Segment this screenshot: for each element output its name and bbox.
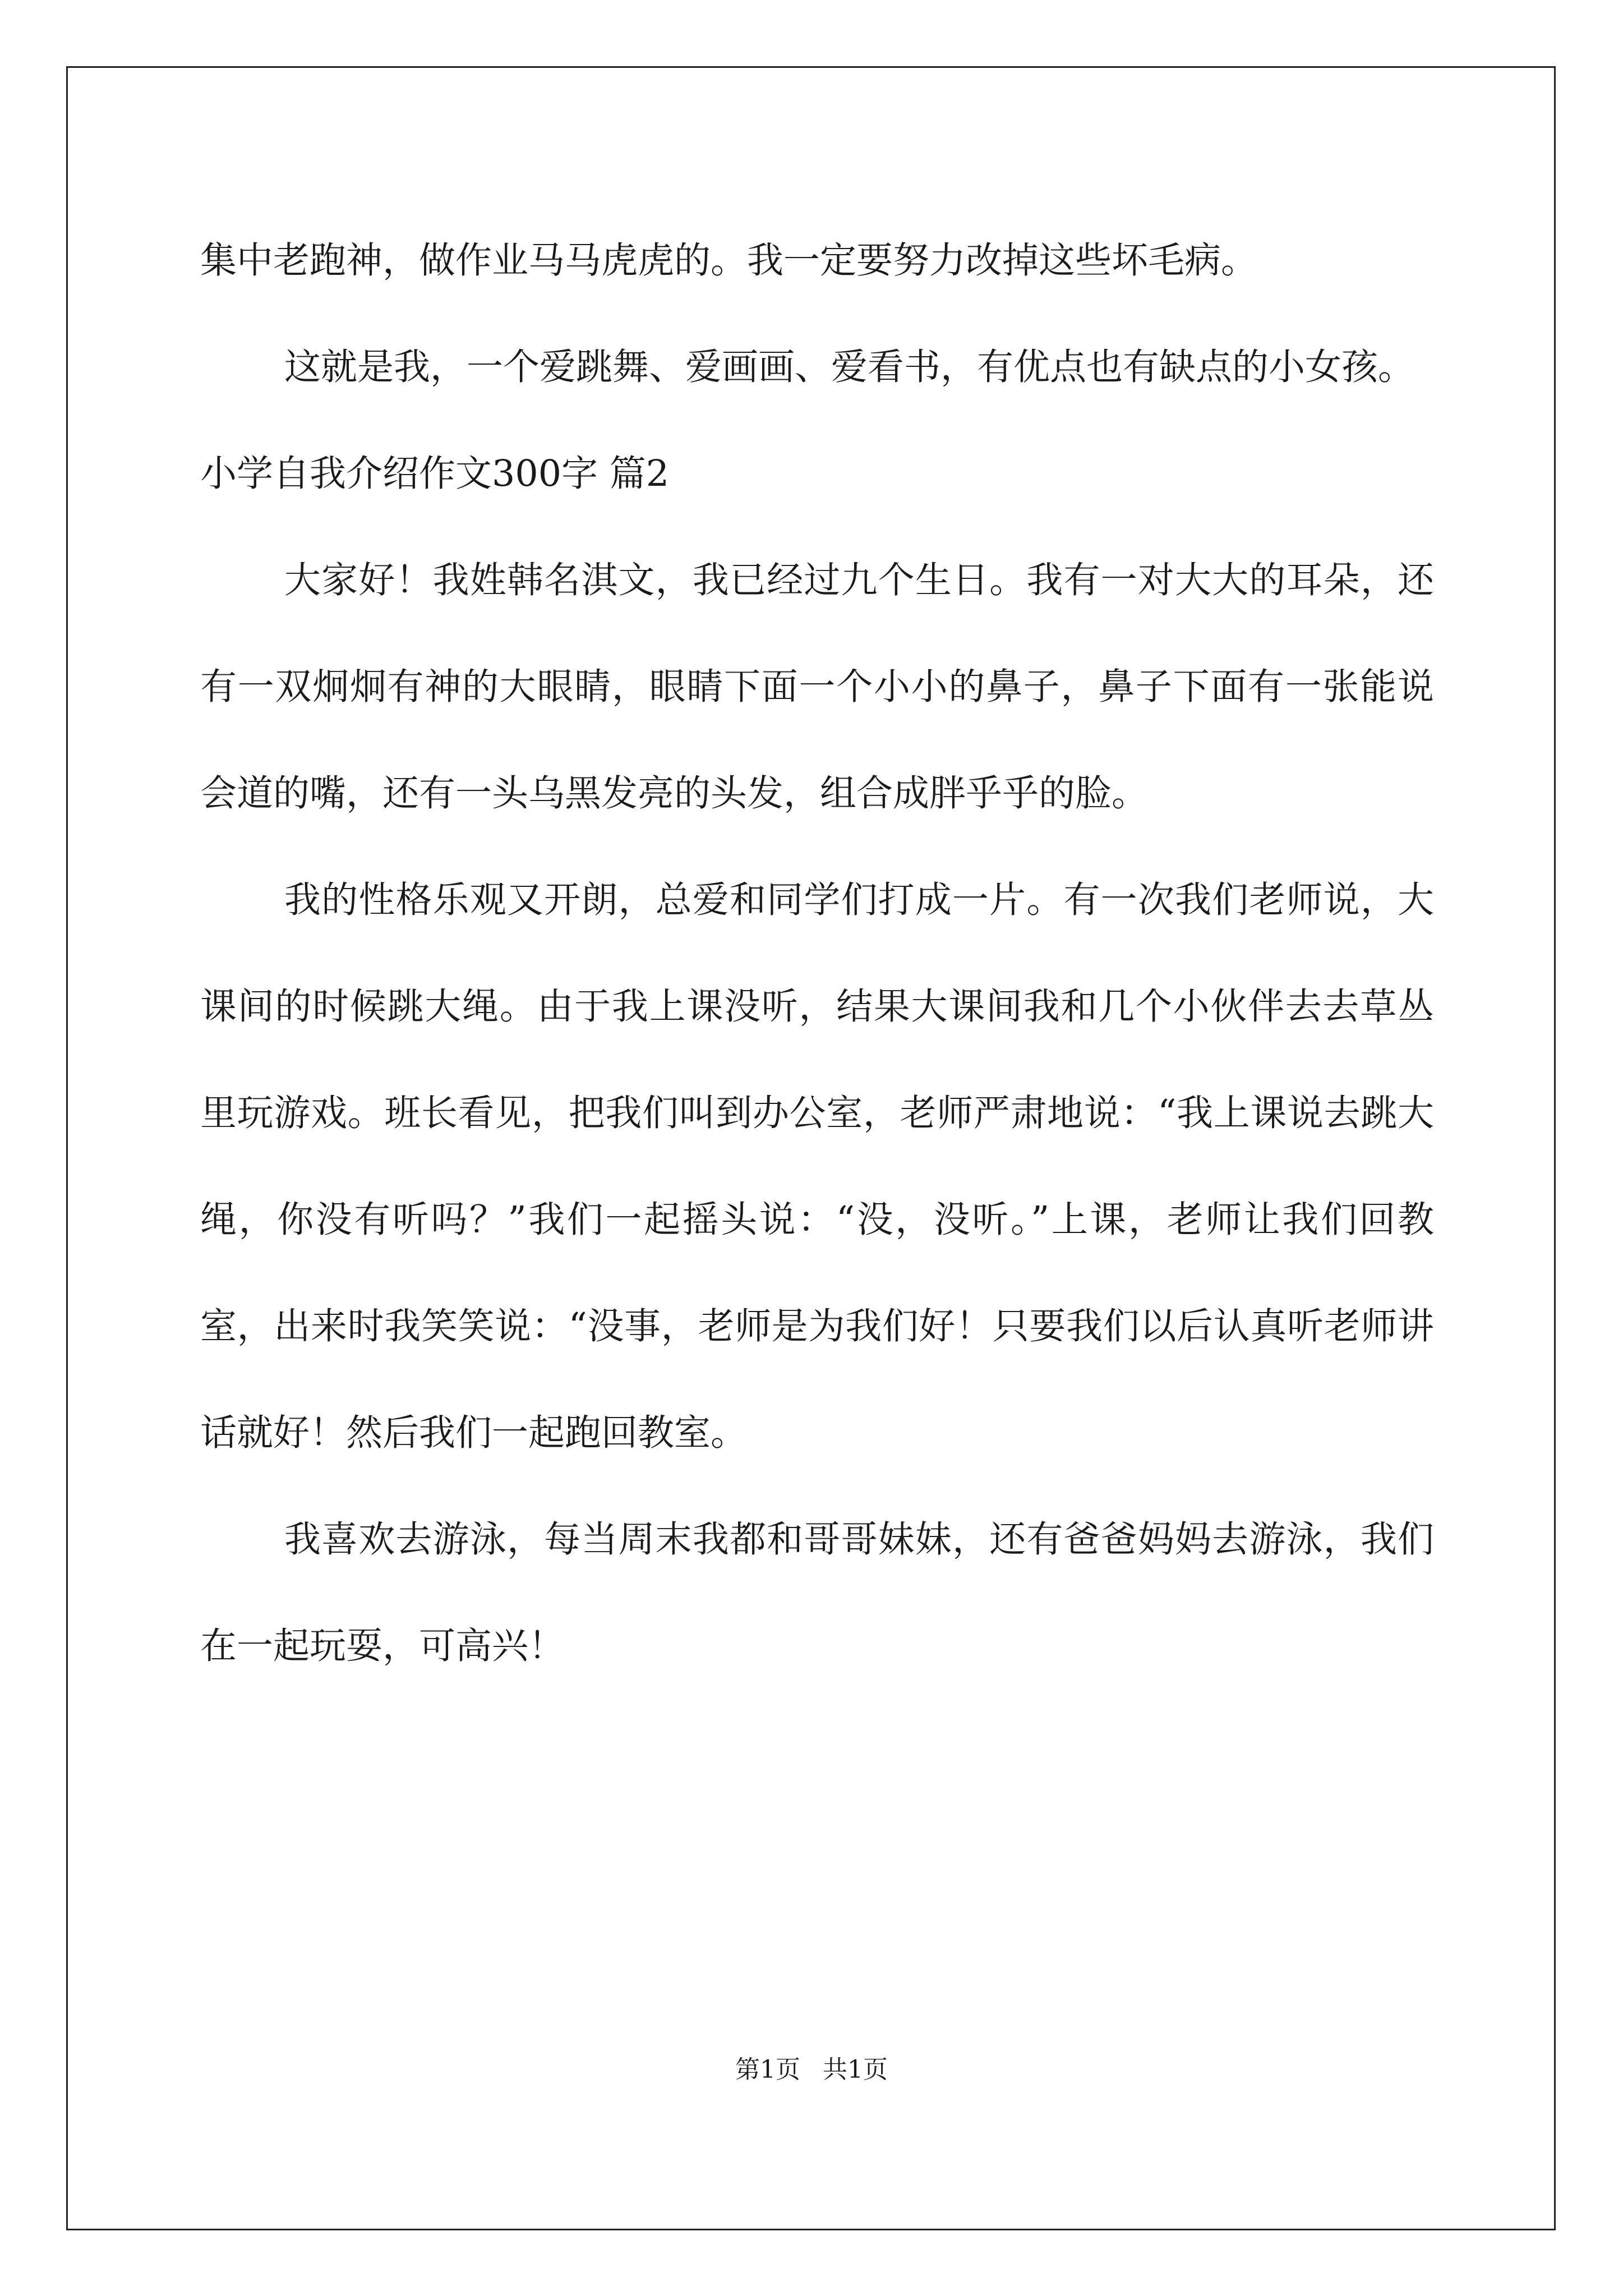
paragraph-2: 这就是我，一个爱跳舞、爱画画、爱看书，有优点也有缺点的小女孩。 xyxy=(284,346,1415,388)
paragraph-1: 集中老跑神，做作业马马虎虎的。我一定要努力改掉这些坏毛病。 xyxy=(200,240,1258,282)
page-footer xyxy=(0,2053,1623,2087)
paragraph-5: 我喜欢去游泳，每当周末我都和哥哥妹妹，还有爸爸妈妈去游泳，我们在一起玩耍，可高兴！ xyxy=(200,1519,1434,1667)
document-body xyxy=(200,208,1434,1700)
page-number-total: 共1页 xyxy=(823,2055,888,2084)
page-number-current: 第1页 xyxy=(735,2055,800,2084)
section-heading: 小学自我介绍作文300字 篇2 xyxy=(200,453,670,495)
paragraph-3: 大家好！我姓韩名淇文，我已经过九个生日。我有一对大大的耳朵，还有一双炯炯有神的大眼睛，眼睛下面一个小小的鼻子，鼻子下面有一张能说会道的嘴，还有一头乌黑发亮的头发，组合成胖乎乎的脸。 xyxy=(200,559,1434,815)
paragraph-4: 我的性格乐观又开朗，总爱和同学们打成一片。有一次我们老师说，大课间的时候跳大绳。由于我上课没听，结果大课间我和几个小伙伴去去草丛里玩游戏。班长看见，把我们叫到办公室，老师严肃地说：“我上课说去跳大绳，你没有听吗？”我们一起摇头说：“没，没听。”上课，老师让我们回教室，出来时我笑笑说：“没事，老师是为我们好！只要我们以后认真听老师讲话就好！然后我们一起跑回教室。 xyxy=(200,879,1434,1454)
